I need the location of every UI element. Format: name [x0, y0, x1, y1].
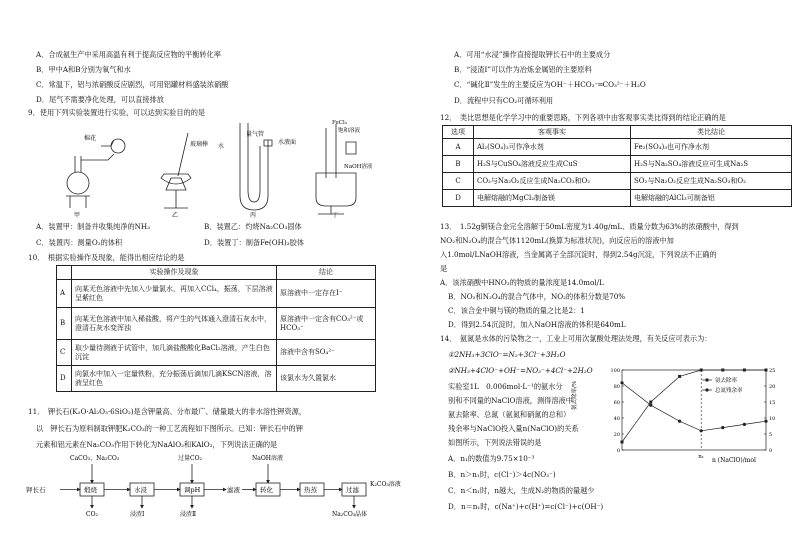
q12-row-d-fact: 电解熔融的MgCl₂制备镁	[474, 190, 631, 207]
q13-option-b: B．NO₂和N₂O₄的混合气体中，NO₂的体积分数是70%	[448, 292, 626, 301]
q9-apparatus-figure	[26, 118, 376, 218]
q13-line-1: 13． 1.52g铜镁合金完全溶解于50mL密度为1.40g/mL、质量分数为63%的浓硝酸中，得到	[440, 222, 739, 231]
flow-start: 钾长石	[26, 486, 46, 494]
label-baohe: 饱和溶液	[338, 128, 361, 134]
q14-option-a: A．n₁的数值为9.75×10⁻³	[448, 454, 535, 463]
series-point-0	[678, 375, 681, 378]
legend-marker-0	[706, 379, 709, 382]
q9-option-a: A．装置甲：制备并收集纯净的NH₃	[36, 222, 151, 231]
series-point-0	[765, 369, 768, 372]
legend-label-1: 总氮残余率	[715, 388, 743, 394]
series-point-0	[743, 369, 746, 372]
legend-marker-1	[705, 388, 708, 391]
q14-chart	[572, 364, 790, 466]
q10-row-b-opt: B	[57, 308, 72, 340]
y2-tick-label: 5	[769, 432, 773, 438]
q10-row-c-opt: C	[57, 340, 72, 366]
q13-option-a: A．该浓硝酸中HNO₃的物质的量浓度是14.0mol/L	[440, 278, 604, 287]
q12-table	[442, 125, 792, 207]
y-tick-label: 80	[613, 384, 620, 390]
label-ding: 丁	[332, 212, 339, 219]
q10-row-a-res: 原溶液中一定存在I⁻	[277, 280, 376, 308]
q13-option-c: C．该合金中铜与镁的物质的量之比是2：1	[448, 306, 585, 315]
flow-ph: 调pH	[184, 486, 201, 494]
q9-stem: 9．使用下列实验装置进行实验，可以达到实验目的的是	[28, 108, 206, 117]
q12-row-c-opt: C	[443, 173, 474, 190]
label-shuizhu: 水液面	[278, 139, 297, 146]
flow-convert: 转化	[260, 486, 273, 494]
q10-stem: 10． 根据实验操作及现象，能得出相应结论的是	[28, 253, 185, 262]
q11-line-2: 以 钾长石为原料制取钾肥K₂CO₃的一种工艺流程如下图所示。已知：钾长石中的钾	[36, 424, 303, 433]
flow-hot: 热蒸	[304, 486, 317, 494]
chart-ylabel: 氨去除率/%	[572, 380, 578, 410]
y-tick-label: 60	[613, 400, 620, 406]
legend-label-0: 氨去除率	[715, 378, 738, 384]
q8-option-a: A．合成氨生产中采用高温有利于提高反应物的平衡转化率	[36, 50, 221, 59]
series-point-0	[700, 369, 703, 372]
q12-row-a-opt: A	[443, 139, 474, 156]
y-tick-label: 0	[616, 448, 620, 454]
q14-eq-2: ②NH₃+4ClO⁻+OH⁻=NO₃⁻+4Cl⁻+2H₂O	[448, 366, 593, 375]
q9-option-c: C．装置丙：测量O₂的体积	[36, 238, 123, 247]
q10-row-c-res: 溶液中含有SO₄²⁻	[277, 340, 376, 366]
series-point-0	[721, 369, 724, 372]
q10-row-d-res: 该氯水为久置氯水	[277, 366, 376, 392]
label-bing: 丙	[250, 212, 257, 219]
flow-in1: CaCO₃、Na₂CO₃	[70, 455, 120, 462]
label-shui: 水	[218, 143, 225, 150]
q12-header-conc: 类比结论	[631, 126, 792, 139]
q10-row-d-opt: D	[57, 366, 72, 392]
series-point-1	[721, 426, 724, 429]
q12-row-a-conc: Fe₂(SO₄)₃也可作净水剂	[631, 139, 792, 156]
flow-res1: 浸渣Ⅰ	[130, 511, 145, 518]
q11-line-3: 元素和铝元素在Na₂CO₃作用下转化为NaAlO₂和KAlO₂，下列说法正确的是	[36, 440, 278, 449]
q11-option-a: A．可用“水浸”操作直接提取钾长石中的主要成分	[454, 50, 611, 59]
flow-water: 水浸	[134, 486, 147, 494]
series-point-1	[764, 420, 767, 423]
series-point-1	[649, 404, 652, 407]
q9-option-b: B．装置乙：灼烧Na₂CO₃固体	[204, 222, 302, 231]
label-fecl3: FeCl₃	[332, 120, 347, 126]
q12-row-d-conc: 电解熔融的AlCl₃可制备铝	[631, 190, 792, 207]
series-point-0	[649, 401, 652, 404]
series-point-1	[620, 381, 623, 384]
q14-line-5: 别和不同量的NaClO溶液，测得溶液中	[448, 396, 573, 405]
q11-option-c: C．“碱化Ⅱ”发生的主要反应为OH⁻＋HCO₃⁻═CO₃²⁻＋H₂O	[454, 80, 646, 89]
y2-tick-label: 0	[769, 448, 773, 454]
q8-option-d: D．尾气不需要净化处理，可以直接排放	[36, 95, 164, 104]
y-tick-label: 20	[613, 432, 620, 438]
q13-line-2: NO₂和N₂O₄的混合气体1120mL(换算为标准状况)，向反应后的溶液中加	[440, 236, 674, 245]
q11-option-d: D．流程中只有CO₂可循环利用	[454, 96, 554, 105]
q13-option-d: D．得到2.54沉淀时，加入NaOH溶液的体积是640mL	[448, 320, 626, 329]
q14-line-6: 氨去除率、总氮（氨氮和硝氮的总和）	[448, 410, 571, 419]
q13-line-4: 是	[440, 264, 448, 273]
q14-line-4: 实验室1L 0.006mol·L⁻¹的氨水分	[448, 382, 563, 391]
flow-end: K₂CO₃溶液	[370, 481, 401, 488]
chart-xlabel: n (NaClO)/mol	[712, 457, 756, 464]
flow-in3: NaOH溶液	[252, 455, 283, 462]
q12-row-c-conc: SO₂与Na₂O₂反应生成Na₂SO₃和O₂	[631, 173, 792, 190]
label-jia: 甲	[74, 212, 81, 219]
q10-table	[56, 265, 376, 392]
flow-res2: 浸渣Ⅱ	[180, 511, 197, 518]
flow-filtrate: 滤液	[227, 486, 240, 494]
q14-option-d: D．n＝n₁时，c(Na⁺)+c(H⁺)=c(Cl⁻)+c(OH⁻)	[448, 502, 604, 511]
flow-filter: 过滤	[346, 486, 359, 494]
q14-line-7: 残余率与NaClO投入量n(NaClO)的关系	[448, 424, 579, 433]
label-boli: 玻璃棒	[190, 141, 209, 148]
q8-option-c: C．常温下，铝与浓硝酸反应剧烈，可用铝罐材料盛装浓硝酸	[36, 80, 229, 89]
q12-row-a-fact: Al₂(SO₄)₃可作净水剂	[474, 139, 631, 156]
q9-option-d: D．装置丁：制备Fe(OH)₃胶体	[204, 238, 304, 247]
y2-tick-label: 10	[769, 416, 776, 422]
q14-option-c: C．n＜n₁时，n越大，生成N₂的物质的量越少	[448, 486, 595, 495]
q11-option-b: B．“浸渣Ⅰ”可以作为冶炼金属铝的主要原料	[454, 65, 592, 74]
q12-row-c-fact: CO₂与Na₂O₂反应生成Na₂CO₃和O₂	[474, 173, 631, 190]
q12-row-b-conc: H₂S与Na₂SO₄溶液反应可生成Na₂S	[631, 156, 792, 173]
q13-line-3: 入1.0mol/LNaOH溶液，当金属离子全部沉淀时，得到2.54g沉淀，下列说法不正确的	[440, 250, 717, 259]
flow-calcine: 煅烧	[84, 486, 97, 494]
series-point-1	[678, 420, 681, 423]
q10-row-a-op: 向某无色溶液中先加入少量氯水，再加入CCl₄，振荡，下层溶液呈紫红色	[72, 280, 277, 308]
label-yi: 乙	[172, 212, 179, 219]
y2-tick-label: 15	[769, 400, 776, 406]
label-mianhua: 棉花	[84, 135, 97, 142]
flow-out1: CO₂	[86, 511, 98, 518]
q14-option-b: B．n＞n₁时，c(Cl⁻)＞4c(NO₃⁻)	[448, 470, 556, 479]
y-tick-label: 100	[610, 368, 620, 374]
flow-out3: Na₂CO₃晶体	[332, 511, 368, 518]
q12-row-d-opt: D	[443, 190, 474, 207]
q10-row-c-op: 取少量待测液于试管中，加几滴盐酸酸化BaCl₂溶液，产生白色沉淀	[72, 340, 277, 366]
label-naoh: NaOH溶液	[344, 164, 373, 170]
series-point-0	[621, 441, 624, 444]
q12-header-fact: 客观事实	[474, 126, 631, 139]
y-tick-label: 40	[613, 416, 620, 422]
label-lqg: 量气管	[246, 131, 265, 138]
q10-header-res: 结论	[277, 266, 376, 280]
y2-tick-label: 25	[769, 368, 776, 374]
q10-row-d-op: 向氯水中加入一定量铁粉，充分振荡后滴加几滴KSCN溶液，溶液呈红色	[72, 366, 277, 392]
q14-line-1: 14． 氨氮是水体的污染物之一，工业上可用次氯酸处理法处理，有关反应可表示为：	[440, 334, 712, 343]
series-line-0	[622, 370, 766, 442]
q8-option-b: B．甲中A和B分别为氧气和水	[36, 65, 131, 74]
q10-header-op: 实验操作及现象	[72, 266, 277, 280]
series-point-1	[700, 429, 703, 432]
y2-tick-label: 20	[769, 384, 776, 390]
q10-header-opt	[57, 266, 72, 280]
q12-row-b-fact: H₂S与CuSO₄溶液反应生成CuS	[474, 156, 631, 173]
x-tick-label: n₁	[698, 454, 704, 460]
q10-row-a-opt: A	[57, 280, 72, 308]
flow-in2: 过量CO₂	[178, 455, 202, 462]
q12-stem: 12． 类比思想是化学学习中的重要思路，下列各项中由客观事实类比得到的结论正确的是	[440, 113, 726, 122]
q14-eq-1: ①2NH₃+3ClO⁻=N₂+3Cl⁻+3H₂O	[448, 350, 566, 359]
q12-header-opt: 选项	[443, 126, 474, 139]
q12-row-b-opt: B	[443, 156, 474, 173]
q14-line-8: 如图所示，下列说法错误的是	[448, 438, 542, 447]
series-point-1	[743, 423, 746, 426]
q10-row-b-op: 向某无色溶液中加入稀盐酸，将产生的气体通入澄清石灰水中，澄清石灰水变浑浊	[72, 308, 277, 340]
right-column	[400, 0, 800, 554]
q11-flow-diagram	[24, 452, 401, 530]
q10-row-b-res: 原溶液中一定含有CO₃²⁻或HCO₃⁻	[277, 308, 376, 340]
q11-line-1: 11． 钾长石(K₂O·Al₂O₃·6SiO₂)是含钾量高、分布最广、储量最大的非水溶性钾资源，	[28, 407, 307, 416]
